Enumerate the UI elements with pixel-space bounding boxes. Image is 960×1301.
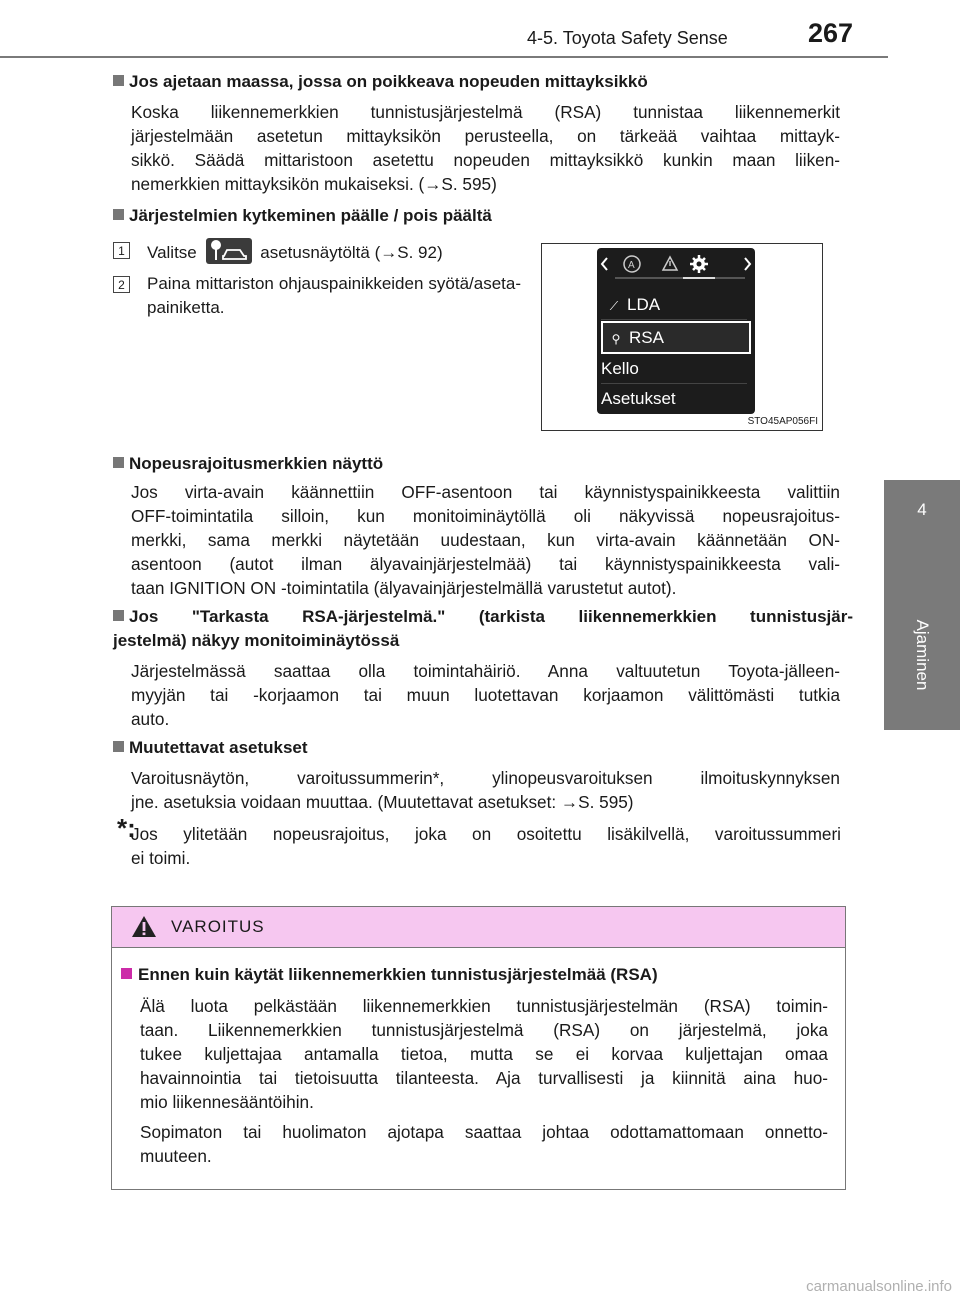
bullet-square-icon bbox=[121, 968, 132, 979]
rsa-car-icon bbox=[206, 238, 252, 264]
watermark: carmanualsonline.info bbox=[806, 1278, 952, 1295]
multi-info-display bbox=[597, 248, 755, 414]
step-number: 1 bbox=[113, 242, 130, 259]
lda-icon: ⟋ bbox=[609, 299, 619, 313]
display-top-bar bbox=[597, 248, 755, 280]
section-body-settings: Varoitusnäytön, varoitussummerin*, ylinopeusvaroituksen ilmoituskynnyksen jne. asetuksia voidaan muuttaa. (Muutettavat asetukset: →S. 595) bbox=[131, 768, 840, 812]
menu-item-rsa-selected: ⚲ RSA bbox=[601, 321, 751, 354]
chapter-label: Ajaminen bbox=[913, 619, 932, 691]
figure-code: STO45AP056FI bbox=[747, 416, 818, 427]
section-title-speed-sign: Nopeusrajoitusmerkkien näyttö bbox=[113, 454, 383, 474]
warning-paragraph-1: Älä luota pelkästään liikennemerkkien tunnistusjärjestelmän (RSA) toimin- taan. Liikennemerkkien tunnistusjärjestelmä (RSA) on järjestelmä, joka tukee kuljettajaa antamalla tietoa, mutta se ei korvaa kuljettajan omaa havainnointia tai tietoisuutta tilanteesta. Aja turvallisesti ja kiinnitä aina huo- mio liikennesääntöihin. bbox=[140, 996, 828, 1112]
menu-item-asetukset: Asetukset bbox=[601, 389, 676, 408]
rsa-car-icon: ⚲ bbox=[611, 332, 621, 346]
menu-item-lda: ⟋ LDA bbox=[601, 290, 747, 320]
warning-triangle-icon bbox=[131, 915, 157, 938]
section-title-rsa-check: Jos "Tarkasta RSA-järjestelmä." (tarkista liikennemerkkien tunnistusjär- jestelmä) näkyy monitoiminäytössä bbox=[113, 607, 853, 650]
warning-box bbox=[111, 906, 846, 1190]
bullet-square-icon bbox=[113, 209, 124, 220]
section-title-toggle: Järjestelmien kytkeminen päälle / pois päältä bbox=[113, 206, 492, 226]
section-title-unit: Jos ajetaan maassa, jossa on poikkeava nopeuden mittayksikkö bbox=[113, 72, 648, 92]
bullet-square-icon bbox=[113, 741, 124, 752]
bullet-square-icon bbox=[113, 610, 124, 621]
warning-paragraph-2: Sopimaton tai huolimaton ajotapa saattaa johtaa odottamattomaan onnetto- muuteen. bbox=[140, 1122, 828, 1166]
section-body-rsa-check: Järjestelmässä saattaa olla toimintahäiriö. Anna valtuutetun Toyota-jälleen- myyjän tai -korjaamon tai muun luotettavan korjaamon välittömästi tutkia auto. bbox=[131, 661, 840, 729]
page-number: 267 bbox=[808, 18, 854, 48]
running-header-section: 4-5. Toyota Safety Sense bbox=[527, 28, 728, 48]
chapter-side-tab bbox=[884, 480, 960, 730]
section-body-speed-sign: Jos virta-avain käännettiin OFF-asentoon tai käynnistyspainikkeesta valittiin OFF-toimintatila silloin, kun monitoiminäytöllä oli näkyvissä nopeusrajoitus- merkki, sama merkki näytetään uudestaan, kun virta-avain käännetään ON- asentoon (autot ilman älyavainjärjestelmää) tai käynnistyspainikkeesta vali- taan IGNITION ON -toimintatila (älyavainjärjestelmällä varustetut autot). bbox=[131, 482, 840, 598]
chapter-number: 4 bbox=[917, 500, 927, 519]
svg-text:A: A bbox=[628, 260, 635, 271]
bullet-square-icon bbox=[113, 75, 124, 86]
menu-item-kello: Kello bbox=[601, 354, 747, 384]
display-figure bbox=[541, 243, 823, 431]
section-title-settings: Muutettavat asetukset bbox=[113, 738, 308, 758]
section-body-unit: Koska liikennemerkkien tunnistusjärjestelmä (RSA) tunnistaa liikennemerkit järjestelmään asetetun mittayksikön perusteella, on tärkeää vaihtaa mittayk- sikkö. Säädä mittaristoon asetettu nopeuden mittayksikkö kunkin maan liiken- nemerkkien mittayksikön mukaiseksi. (→S. 595) bbox=[131, 102, 840, 194]
bullet-square-icon bbox=[113, 457, 124, 468]
header-rule bbox=[0, 56, 888, 58]
warning-subtitle: Ennen kuin käytät liikennemerkkien tunnistusjärjestelmää (RSA) bbox=[121, 965, 658, 985]
footnote-marker: *: bbox=[117, 813, 136, 843]
warning-header bbox=[112, 907, 845, 948]
step-number: 2 bbox=[113, 276, 130, 293]
warning-title: VAROITUS bbox=[171, 917, 265, 936]
